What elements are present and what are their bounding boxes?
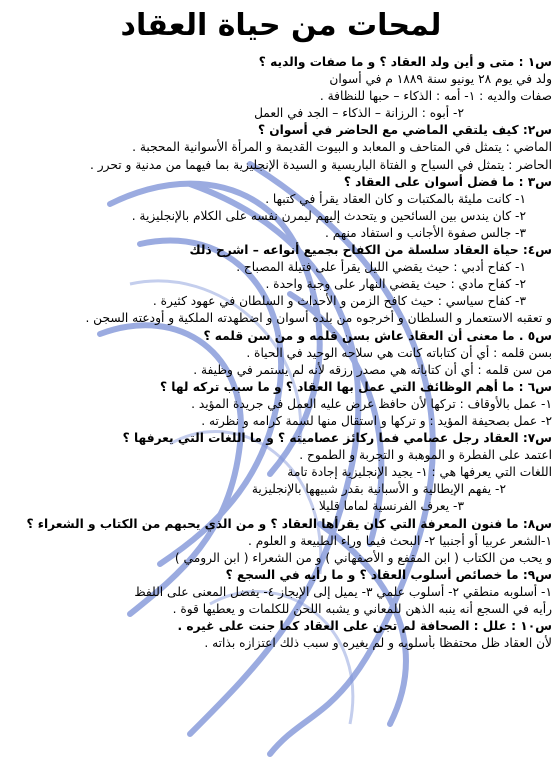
answer-line: اعتمد على الفطرة و الموهبة و التجربة و الطموح . xyxy=(299,448,552,463)
question-line: س٧: العقاد رجل عصامي فما ركائز عصاميته ؟ و ما اللغات التي يعرفها ؟ xyxy=(122,431,552,446)
answer-line: ٣- جالس صفوة الأجانب و استفاد منهم . xyxy=(325,225,526,240)
answer-line: بسن قلمه : أي أن كتاباته كانت هي سلاحه الوحيد في الحياة . xyxy=(246,345,552,360)
question-line: س١٠ : علل : الصحافة لم تجن على العقاد كما جنت على غيره . xyxy=(177,619,552,634)
answer-line: ١- أسلوبه منطقي ٢- أسلوب علمي ٣- يميل إلى الإيجاز ٤- يفضل المعنى على اللفظ xyxy=(134,584,552,599)
answer-line: و يحب من الكتاب ( ابن المقفع و الأصفهاني ) و من الشعراء ( ابن الرومي ) xyxy=(174,550,552,565)
answer-line: لأن العقاد ظل محتفظا بأسلوبه و لم يغيره و سبب ذلك اعتزازه بذاته . xyxy=(204,636,552,651)
answer-line: ٣- كفاح سياسي : حيث كافح الزمن و الأحداث و السلطان في عهود كثيرة . xyxy=(152,294,526,309)
answer-line: ١- كانت مليئة بالمكتبات و كان العقاد يقرأ في كتبها . xyxy=(265,191,526,206)
question-line: س١ : متى و أين ولد العقاد ؟ و ما صفات والديه ؟ xyxy=(258,55,552,69)
answer-line: ٢- كفاح مادي : حيث يقضي النهار على وجبة واحدة . xyxy=(265,277,526,292)
answer-line: رأيه في السجع أنه ينبه الذهن للمعاني و يشبه اللحن للكلمات و يعطيها قوة . xyxy=(172,602,552,616)
answer-line: و تعقبه الاستعمار و السلطان و أخرجوه من بلده أسوان و اضطهدته الملكية و أودعته السجن . xyxy=(85,311,552,326)
question-line: س٥ . ما معنى أن العقاد عاش بسن قلمه و من سن قلمه ؟ xyxy=(203,328,552,343)
answer-line: ٢- يفهم الإيطالية و الأسبانية بقدر شبيهها بالإنجليزية xyxy=(251,482,506,497)
answer-line: ١- عمل بالأوقاف : تركها لأن حافظ عرض عليه العمل في جريدة المؤيد . xyxy=(191,396,552,411)
answer-line: ٢- أبوه : الرزانة – الذكاء – الجد في العمل xyxy=(254,106,464,121)
answer-line: ٣- يعرف الفرنسية لماما قليلا . xyxy=(311,499,464,514)
document-body xyxy=(10,54,552,652)
document-title: لمحات من حياة العقاد xyxy=(120,8,442,43)
answer-line: ١-الشعر عربيا أو أجنبيا ٢- البحث فيما وراء الطبيعة و العلوم . xyxy=(247,533,552,548)
question-line: س٢: كيف يلتقي الماضي مع الحاضر في أسوان ؟ xyxy=(257,123,552,138)
answer-line: الحاضر : يتمثل في السياح و الفتاة الباريسية و السيدة الإنجليزية بما فيهما من مدنية و تحرر . xyxy=(89,157,552,172)
document-page xyxy=(0,4,560,652)
question-line: س٩: ما خصائص أسلوب العقاد ؟ و ما رأيه في السجع ؟ xyxy=(225,567,552,582)
answer-line: ٢- عمل بصحيفة المؤيد : و تركها و استقال منها لسمة كرامه و نظرته . xyxy=(201,413,552,428)
answer-line: من سن قلمه : أي أن كتاباته هي مصدر رزقه لأنه لم يستمر في وظيفة . xyxy=(193,362,552,377)
answer-line: الماضي : يتمثل في المتاحف و المعابد و البيوت القديمة و المرأة الأسوانية المحجبة . xyxy=(132,140,552,155)
question-line: س٤: حياة العقاد سلسلة من الكفاح بجميع أنواعه – اشرح ذلك xyxy=(189,243,552,258)
question-line: س٨: ما فنون المعرفة التي كان يقرأها العقاد ؟ و من الذي يحبهم من الكتاب و الشعراء ؟ xyxy=(26,516,552,531)
answer-line: صفات والديه : ١- أمه : الذكاء – حبها للنظافة . xyxy=(319,89,552,104)
answer-line: ٢- كان يندس بين السائحين و يتحدث إليهم ليمرن نفسه على الكلام بالإنجليزية . xyxy=(131,208,526,223)
question-line: س٣ : ما فضل أسوان على العقاد ؟ xyxy=(343,174,552,189)
answer-line: ١- كفاح أدبي : حيث يقضي الليل يقرأ على فتيلة المصباح . xyxy=(236,260,526,275)
answer-line: اللغات التي يعرفها هي : ١- يجيد الإنجليزية إجادة تامة xyxy=(287,465,552,480)
answer-line: ولد في يوم ٢٨ يونيو سنة ١٨٨٩ م في أسوان xyxy=(329,72,552,87)
question-line: س٦ : ما أهم الوظائف التي عمل بها العقاد ؟ و ما سبب تركه لها ؟ xyxy=(159,379,552,394)
